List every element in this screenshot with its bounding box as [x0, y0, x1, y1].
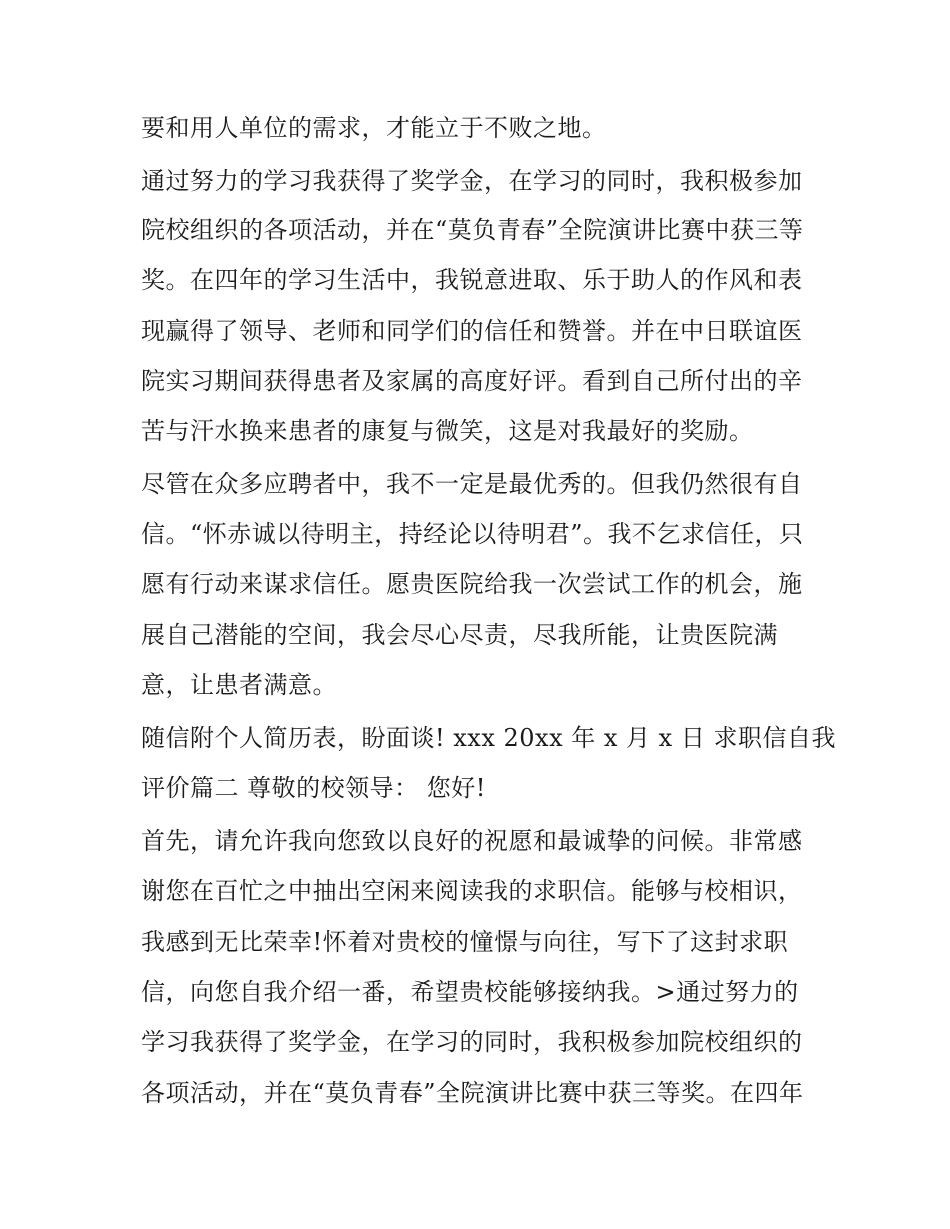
text-line: 信。“怀赤诚以待明主，持经论以待明君”。我不乞求信任，只 — [141, 520, 804, 548]
text-line: 评价篇二 尊敬的校领导： 您好! — [141, 774, 486, 802]
text-line: 首先，请允许我向您致以良好的祝愿和最诚挚的问候。非常感 — [141, 827, 803, 855]
text-line: 意，让患者满意。 — [141, 671, 337, 699]
text-line: 奖。在四年的学习生活中，我锐意进取、乐于助人的作风和表 — [141, 266, 803, 294]
text-line: 通过努力的学习我获得了奖学金，在学习的同时，我积极参加 — [141, 167, 803, 195]
text-line: 信，向您自我介绍一番，希望贵校能够接纳我。>通过努力的 — [141, 978, 799, 1006]
text-line: 院校组织的各项活动，并在“莫负青春”全院演讲比赛中获三等 — [141, 216, 804, 244]
text-line: 随信附个人简历表，盼面谈! xxx 20xx 年 x 月 x 日 求职信自我 — [141, 724, 836, 752]
text-line: 院实习期间获得患者及家属的高度好评。看到自己所付出的辛 — [141, 367, 803, 395]
text-line: 要和用人单位的需求，才能立于不败之地。 — [141, 114, 607, 142]
text-line: 愿有行动来谋求信任。愿贵医院给我一次尝试工作的机会，施 — [141, 570, 803, 598]
text-line: 我感到无比荣幸!怀着对贵校的憧憬与向往，写下了这封求职 — [141, 928, 789, 956]
text-line: 尽管在众多应聘者中，我不一定是最优秀的。但我仍然很有自 — [141, 470, 803, 498]
text-line: 学习我获得了奖学金，在学习的同时，我积极参加院校组织的 — [141, 1028, 803, 1056]
text-line: 展自己潜能的空间，我会尽心尽责，尽我所能，让贵医院满 — [141, 621, 778, 649]
text-line: 谢您在百忙之中抽出空闲来阅读我的求职信。能够与校相识， — [141, 877, 803, 905]
text-line: 现赢得了领导、老师和同学们的信任和赞誉。并在中日联谊医 — [141, 317, 803, 345]
text-line: 各项活动，并在“莫负青春”全院演讲比赛中获三等奖。在四年 — [141, 1079, 804, 1107]
text-line: 苦与汗水换来患者的康复与微笑，这是对我最好的奖励。 — [141, 417, 754, 445]
